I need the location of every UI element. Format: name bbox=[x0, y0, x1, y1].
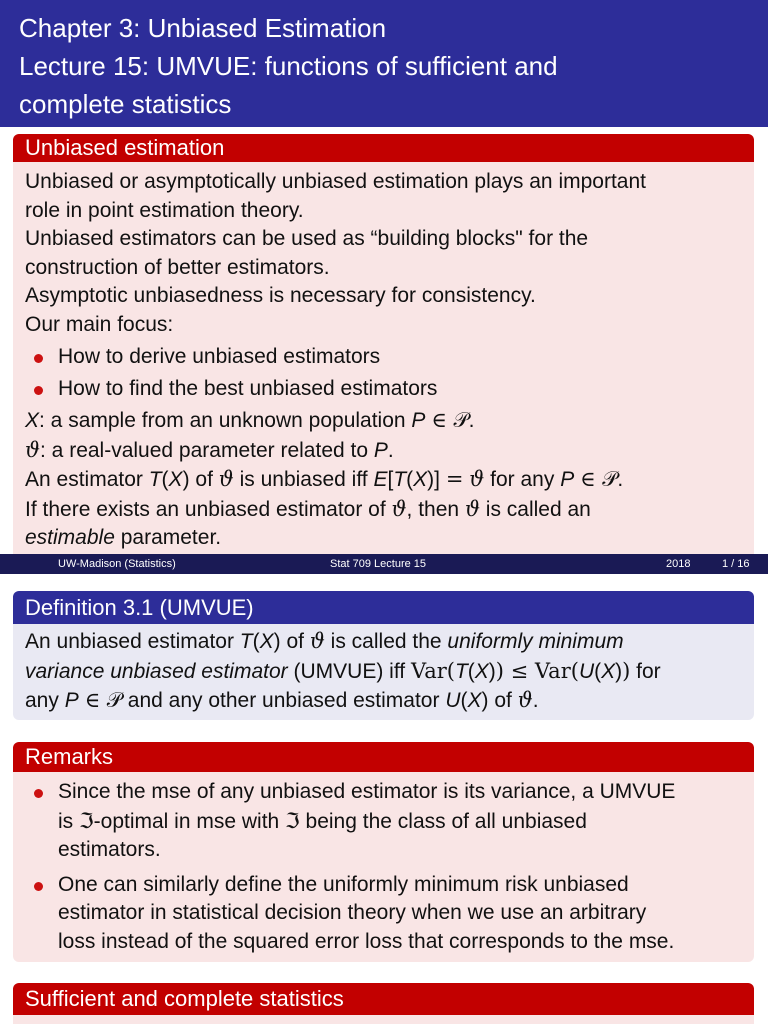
footer-page-number: 1 / 16 bbox=[722, 558, 750, 570]
text-line: variance unbiased estimator (UMVUE) iff Var(T(X)) ≤ Var(U(X)) for bbox=[25, 658, 661, 683]
block-heading-unbiased-estimation: Unbiased estimation bbox=[13, 134, 754, 162]
frame-title bbox=[0, 0, 768, 127]
block-body-remarks bbox=[13, 772, 754, 962]
list-item: One can similarly define the uniformly minimum risk unbiased estimator in statistical decision theory when we use an arbitrary loss instead of the squared error loss that corresponds to the mse. bbox=[25, 871, 754, 957]
remarks-list bbox=[25, 778, 754, 956]
title-line-2: Lecture 15: UMVUE: functions of sufficient and bbox=[19, 51, 558, 81]
footer-institution: UW-Madison (Statistics) bbox=[58, 558, 176, 570]
block-body-sufficient-complete bbox=[13, 1015, 754, 1024]
text-line: An estimator T(X) of ϑ is unbiased iff E[T(X)] = ϑ for any P ∈ 𝒫. bbox=[25, 467, 624, 491]
title-line-1: Chapter 3: Unbiased Estimation bbox=[19, 13, 387, 43]
text-line: ϑ: a real-valued parameter related to P. bbox=[25, 437, 394, 462]
text-line: construction of better estimators. bbox=[25, 255, 330, 279]
focus-list bbox=[25, 343, 754, 403]
block-body-definition bbox=[13, 624, 754, 720]
bullet-icon bbox=[34, 882, 43, 891]
list-item: How to derive unbiased estimators bbox=[25, 343, 754, 372]
block-body-unbiased-estimation bbox=[13, 162, 754, 554]
text-line: X: a sample from an unknown population P ∈ 𝒫. bbox=[25, 408, 475, 432]
bullet-icon bbox=[34, 789, 43, 798]
text-line: any P ∈ 𝒫 and any other unbiased estimator U(X) of ϑ. bbox=[25, 688, 539, 712]
text-line: Asymptotic unbiasedness is necessary for consistency. bbox=[25, 284, 536, 307]
block-heading-sufficient-complete: Sufficient and complete statistics bbox=[13, 983, 754, 1015]
list-item: Since the mse of any unbiased estimator is its variance, a UMVUE is ℑ-optimal in mse with ℑ being the class of all unbiased estimators. bbox=[25, 778, 754, 865]
list-item: How to find the best unbiased estimators bbox=[25, 375, 754, 404]
title-line-3: complete statistics bbox=[19, 89, 232, 119]
slide-separator bbox=[0, 574, 768, 590]
text-line: An unbiased estimator T(X) of ϑ is called the uniformly minimum bbox=[25, 629, 624, 653]
block-heading-definition: Definition 3.1 (UMVUE) bbox=[13, 591, 754, 624]
block-heading-remarks: Remarks bbox=[13, 742, 754, 772]
slide-footer bbox=[0, 554, 768, 574]
footer-lecture: Stat 709 Lecture 15 bbox=[330, 558, 427, 570]
text-line: Unbiased estimators can be used as “building blocks" for the bbox=[25, 227, 589, 250]
text-line: If there exists an unbiased estimator of ϑ, then ϑ is called an bbox=[25, 496, 591, 521]
footer-year: 2018 bbox=[666, 558, 691, 570]
bullet-icon bbox=[34, 354, 43, 363]
text-line: Unbiased or asymptotically unbiased estimation plays an important bbox=[25, 170, 646, 193]
text-line: role in point estimation theory. bbox=[25, 198, 304, 222]
bullet-icon bbox=[34, 386, 43, 395]
text-line: Our main focus: bbox=[25, 312, 174, 336]
text-line: estimable parameter. bbox=[25, 526, 222, 549]
